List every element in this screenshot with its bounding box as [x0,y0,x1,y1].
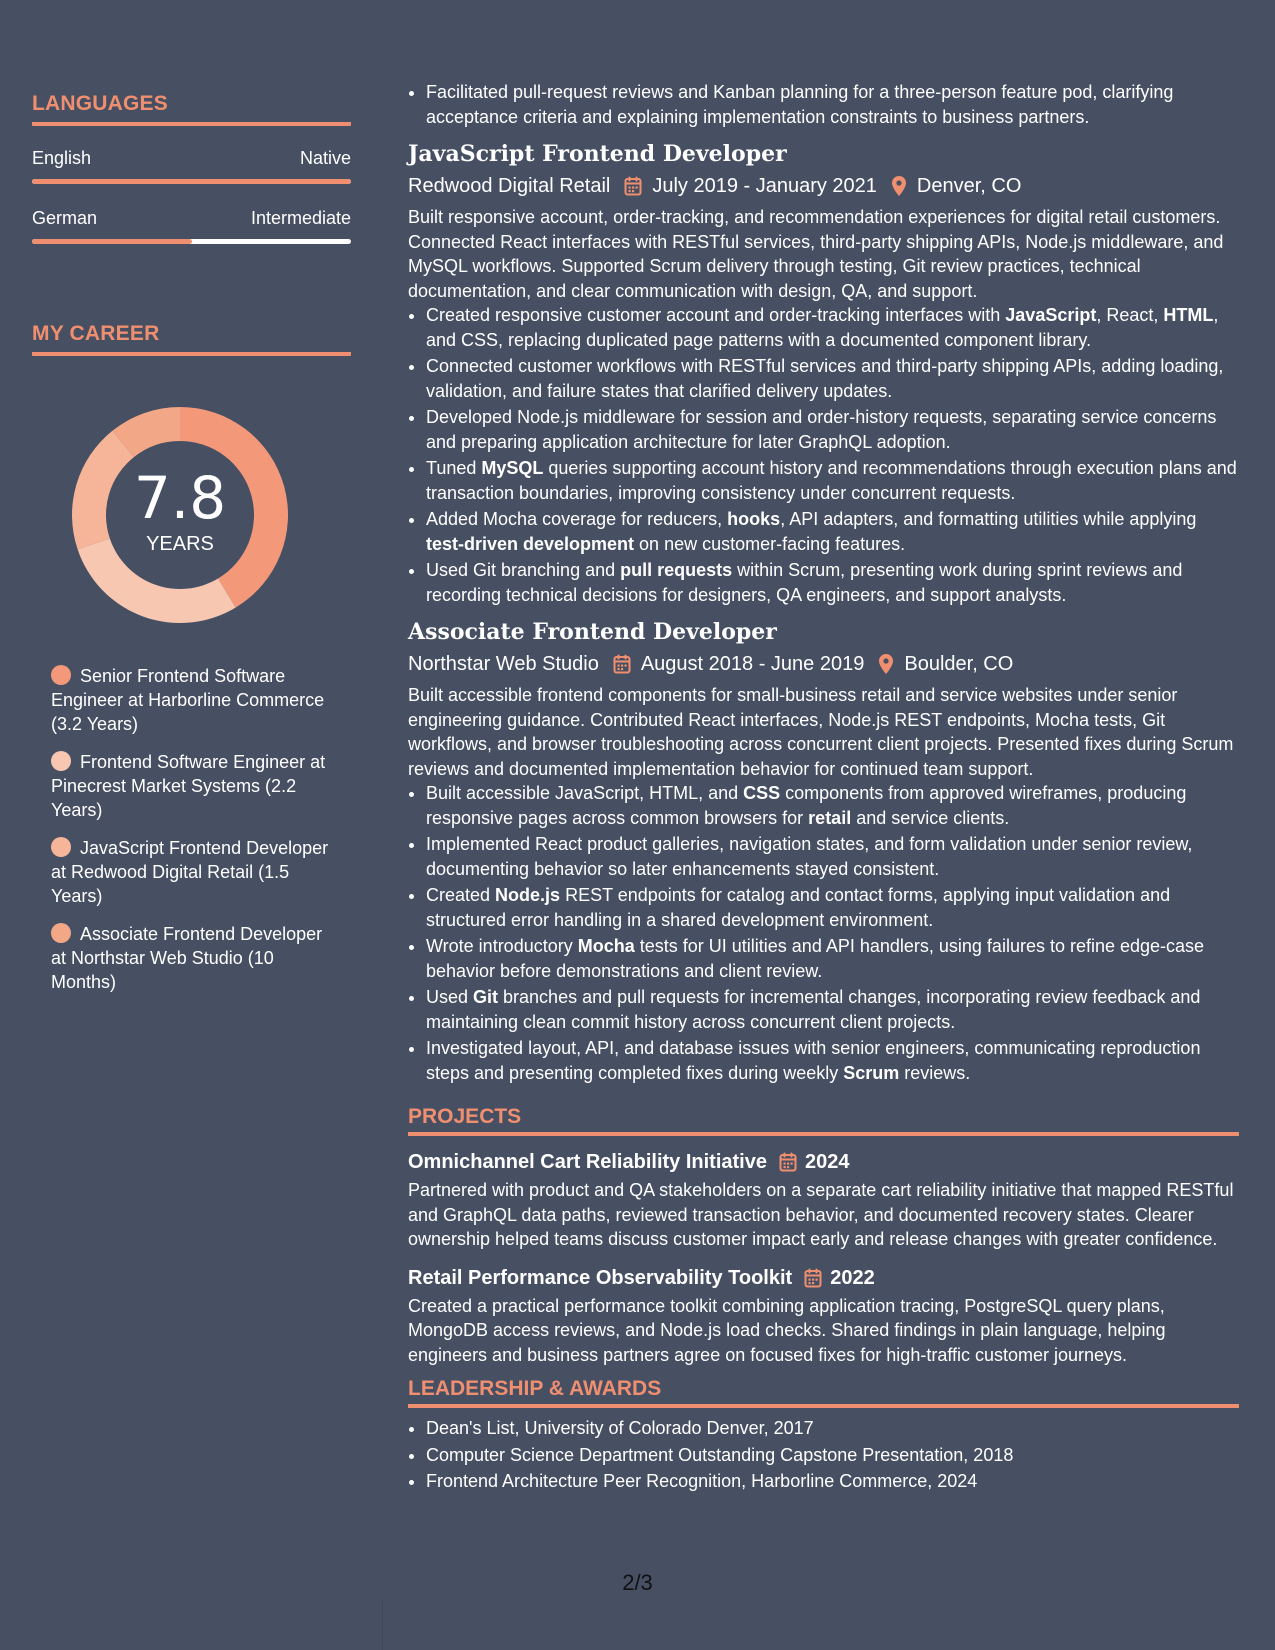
job-company: Northstar Web Studio [408,653,599,675]
page-divider [382,1600,383,1650]
language-proficiency-bar [32,179,351,184]
bullet-item: • Developed Node.js middleware for session and order-history requests, separating service concerns and preparing application architecture for later GraphQL adoption. [426,405,1239,454]
bullet-item: • Built accessible JavaScript, HTML, and CSS components from approved wireframes, producing responsive pages across common browsers for retail and service clients. [426,781,1239,830]
job-location: Denver, CO [916,175,1022,197]
map-pin-icon [891,175,907,197]
calendar-icon [779,1152,797,1172]
language-level: Native [299,148,351,168]
bullet-item: • Created Node.js REST endpoints for catalog and contact forms, applying input validation and structured error handling in a shared development environment. [426,883,1239,932]
career-heading: MY CAREER [32,322,351,356]
bullet-item: • Wrote introductory Mocha tests for UI utilities and API handlers, using failures to refine edge-case behavior before demonstrations and client review. [426,934,1239,983]
project-year: 2022 [830,1266,875,1289]
bullet-item: • Tuned MySQL queries supporting account history and recommendations through execution plans and transaction boundaries, improving consistency under concurrent requests. [426,456,1239,505]
calendar-icon [613,654,631,674]
project-description: Created a practical performance toolkit combining application tracing, PostgreSQL query plans, MongoDB access reviews, and Node.js load checks. Shared findings in plain language, helping engineers and business partners agree on focused fixes for high-traffic customer journeys. [408,1295,1166,1365]
bullet-item: • Investigated layout, API, and database issues with senior engineers, communicating reproduction steps and presenting completed fixes during weekly Scrum reviews. [426,1036,1239,1085]
project-item [408,1148,1239,1252]
job-entry [408,617,1239,1085]
career-donut-chart [65,400,295,630]
project-name: Retail Performance Observability Toolkit [408,1266,793,1289]
bullet-item: • Used Git branching and pull requests within Scrum, presenting work during sprint reviews and recording technical decisions for designers, QA engineers, and support analysts. [426,558,1239,607]
previous-job-bullets [408,80,1239,129]
career-total-unit: YEARS [146,533,214,555]
bullet-item: • Created responsive customer account and order-tracking interfaces with JavaScript, React, HTML, and CSS, replacing duplicated page patterns with a documented component library. [426,303,1239,352]
job-bullets [408,303,1239,607]
bullet-item: • Connected customer workflows with RESTful services and third-party shipping APIs, adding loading, validation, and failure states that clarified delivery updates. [426,354,1239,403]
language-name: German [32,208,98,228]
award-item: • Dean's List, University of Colorado Denver, 2017 [426,1416,1239,1441]
career-total-years: 7.8 [133,464,227,532]
legend-swatch [51,923,71,943]
job-description: Built accessible frontend components for small-business retail and service websites under senior engineering guidance. Contributed React interfaces, Node.js REST endpoints, Mocha tests, Git workflows, and browser troubleshooting across concurrent client projects. Presented fixes during Scrum reviews and documented implementation behavior for continued team support. [408,685,1234,779]
bullet-item: • Implemented React product galleries, navigation states, and form validation under senior review, documenting behavior so later enhancements stayed consistent. [426,832,1239,881]
calendar-icon [804,1268,822,1288]
job-company: Redwood Digital Retail [408,175,611,197]
main-content [408,80,1239,1496]
project-item [408,1264,1239,1368]
legend-item: Frontend Software Engineer at Pinecrest Market Systems (2.2 Years) [51,752,326,820]
legend-swatch [51,837,71,857]
job-dates: July 2019 - January 2021 [652,175,877,197]
language-item [32,148,351,184]
job-entry [408,139,1239,607]
job-description: Built responsive account, order-tracking, and recommendation experiences for digital retail customers. Connected React interfaces with RESTful services, third-party shipping APIs, Node.js middleware, and MySQL workflows. Supported Scrum delivery through testing, Git review practices, technical documentation, and clear communication with design, QA, and support. [408,207,1224,301]
bullet-item: • Added Mocha coverage for reducers, hooks, API adapters, and formatting utilities while applying test-driven development on new customer-facing features. [426,507,1239,556]
project-year: 2024 [804,1151,850,1173]
job-meta [408,171,1239,201]
language-level: Intermediate [250,208,351,228]
bullet-item: • Used Git branches and pull requests for incremental changes, incorporating review feedback and maintaining clean commit history across concurrent client projects. [426,985,1239,1034]
job-bullets [408,781,1239,1085]
bullet-item: • Facilitated pull-request reviews and Kanban planning for a three-person feature pod, clarifying acceptance criteria and explaining implementation constraints to business partners. [426,80,1239,129]
map-pin-icon [878,653,894,675]
page-number: 2/3 [622,1570,653,1595]
job-title: Associate Frontend Developer [408,619,777,645]
legend-item: Senior Frontend Software Engineer at Harborline Commerce (3.2 Years) [51,666,325,734]
job-dates: August 2018 - June 2019 [640,653,865,675]
project-name: Omnichannel Cart Reliability Initiative [408,1151,767,1173]
language-proficiency-bar [32,239,351,244]
awards-heading: LEADERSHIP & AWARDS [408,1377,1239,1408]
job-title: JavaScript Frontend Developer [408,141,787,167]
award-item: • Computer Science Department Outstanding Capstone Presentation, 2018 [426,1443,1239,1468]
job-meta [408,649,1239,679]
legend-item: Associate Frontend Developer at Northstar Web Studio (10 Months) [51,924,323,992]
legend-swatch [51,751,71,771]
legend-item: JavaScript Frontend Developer at Redwood Digital Retail (1.5 Years) [51,838,329,906]
language-item [32,208,351,244]
sidebar [32,92,351,1008]
calendar-icon [624,176,642,196]
awards-list [408,1416,1239,1494]
career-legend [51,664,331,994]
language-name: English [32,148,92,168]
legend-swatch [51,665,71,685]
award-item: • Frontend Architecture Peer Recognition, Harborline Commerce, 2024 [426,1469,1239,1494]
project-description: Partnered with product and QA stakeholders on a separate cart reliability initiative that mapped RESTful and GraphQL data paths, reviewed transaction behavior, and documented recovery states. Clearer ownership helped teams discuss customer impact early and release changes with greater confidence. [408,1180,1234,1249]
job-location: Boulder, CO [904,653,1014,675]
languages-heading: LANGUAGES [32,92,351,126]
projects-heading: PROJECTS [408,1105,1239,1136]
experience-list [408,139,1239,1085]
